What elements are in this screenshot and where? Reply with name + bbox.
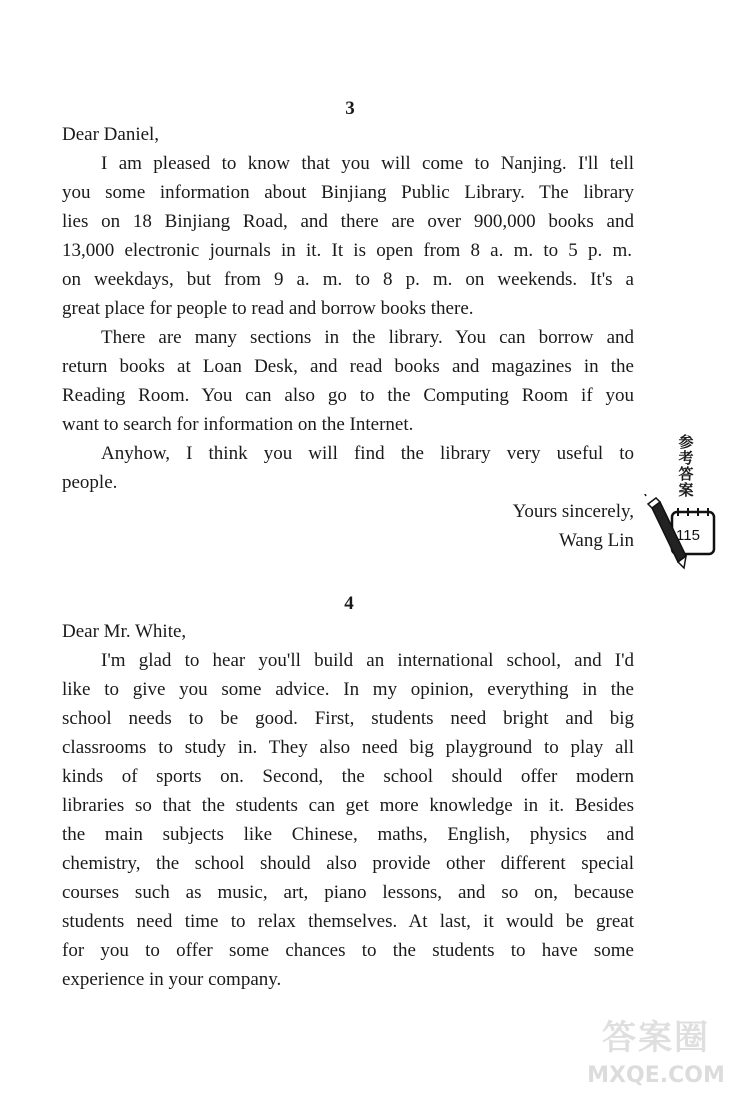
letter-3-line: Anyhow, I think you will find the library very useful to: [101, 443, 634, 464]
tab-char: 参: [678, 433, 694, 451]
letter-4-line: school needs to be good. First, students need bright and big: [62, 708, 634, 729]
tab-char: 答: [678, 465, 694, 483]
letter-3-line: 13,000 electronic journals in it. It is open from 8 a. m. to 5 p. m.: [62, 240, 632, 261]
watermark-logo-text: 答案圈: [602, 1018, 710, 1058]
salutation-daniel: Dear Daniel,: [62, 124, 160, 145]
letter-4-line: for you to offer some chances to the students to have some: [62, 940, 634, 961]
letter-4-line: I'm glad to hear you'll build an international school, and I'd: [101, 650, 634, 671]
letter-4-line: libraries so that the students can get more knowledge in it. Besides: [62, 795, 634, 816]
signature: Wang Lin: [559, 530, 634, 551]
letter-4-line: like to give you some advice. In my opinion, everything in the: [62, 679, 634, 700]
answer-key-side-tab: [640, 434, 730, 584]
letter-3-line: want to search for information on the Internet.: [62, 414, 414, 435]
letter-4-line: experience in your company.: [62, 969, 282, 990]
letter-4-line: kinds of sports on. Second, the school should offer modern: [62, 766, 634, 787]
section-number-4: 4: [344, 593, 354, 614]
letter-3-line: great place for people to read and borrow books there.: [62, 298, 474, 319]
watermark-logo: [576, 1008, 736, 1088]
letter-3-line: on weekdays, but from 9 a. m. to 8 p. m. on weekends. It's a: [62, 269, 634, 290]
letter-4-line: classrooms to study in. They also need big playground to play all: [62, 737, 634, 758]
salutation-mr-white: Dear Mr. White,: [62, 621, 187, 642]
letter-4-line: students need time to relax themselves. At last, it would be great: [62, 911, 634, 932]
letter-3-line: I am pleased to know that you will come to Nanjing. I'll tell: [101, 153, 634, 174]
letter-3-line: you some information about Binjiang Public Library. The library: [62, 182, 634, 203]
letter-3-line: Reading Room. You can also go to the Computing Room if you: [62, 385, 634, 406]
letter-3-line: people.: [62, 472, 118, 493]
letter-4-line: courses such as music, art, piano lessons, and so on, because: [62, 882, 634, 903]
watermark-url: MXQE.COM: [587, 1063, 725, 1088]
letter-3-line: There are many sections in the library. You can borrow and: [101, 327, 634, 348]
closing-line: Yours sincerely,: [512, 501, 634, 522]
letter-4-line: the main subjects like Chinese, maths, English, physics and: [62, 824, 634, 845]
tab-char: 案: [678, 481, 694, 499]
page-number: 115: [676, 527, 700, 544]
section-number-3: 3: [345, 98, 355, 119]
letter-3-line: lies on 18 Binjiang Road, and there are over 900,000 books and: [62, 211, 634, 232]
tab-char: 考: [678, 449, 694, 467]
letter-3-line: return books at Loan Desk, and read books and magazines in the: [62, 356, 634, 377]
letter-4-line: chemistry, the school should also provide other different special: [62, 853, 634, 874]
